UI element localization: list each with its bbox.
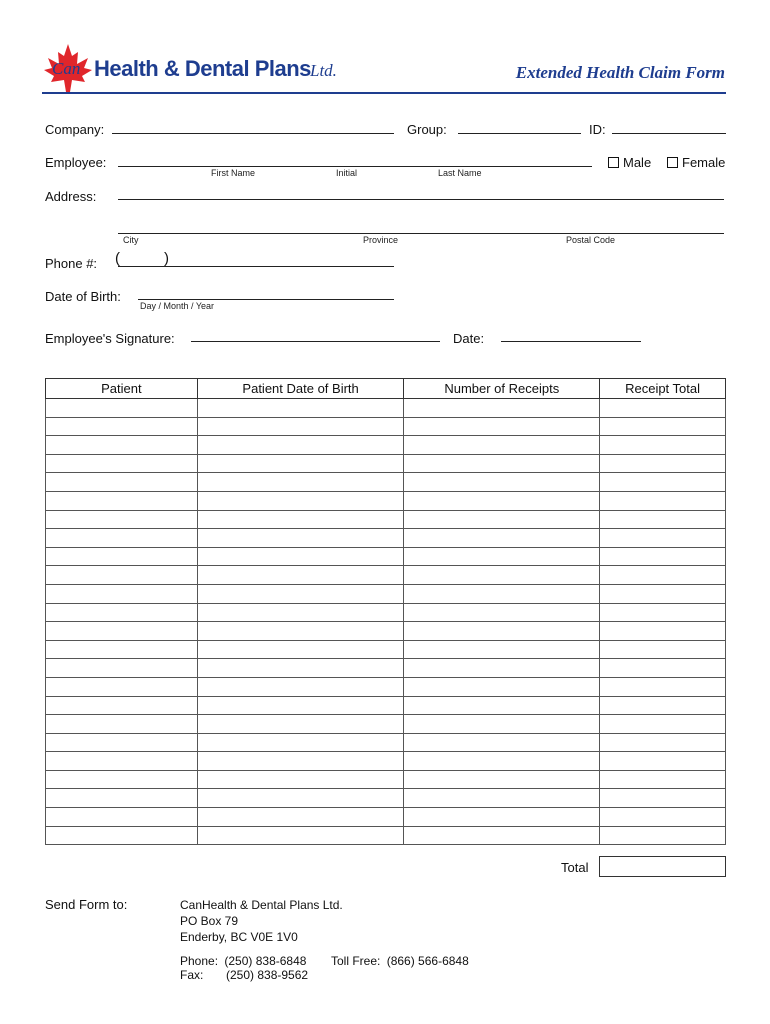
- table-cell[interactable]: [46, 510, 198, 529]
- table-row: [46, 696, 726, 715]
- dob-format-caption: Day / Month / Year: [140, 301, 215, 311]
- mailing-company: CanHealth & Dental Plans Ltd.: [180, 898, 343, 912]
- table-row: [46, 547, 726, 566]
- table-row: [46, 399, 726, 418]
- employee-name-field[interactable]: [118, 166, 592, 167]
- table-cell[interactable]: [600, 473, 726, 492]
- table-cell[interactable]: [404, 603, 600, 622]
- table-cell[interactable]: [600, 491, 726, 510]
- table-cell[interactable]: [46, 752, 198, 771]
- table-cell[interactable]: [600, 826, 726, 845]
- table-row: [46, 826, 726, 845]
- table-cell[interactable]: [600, 603, 726, 622]
- table-cell[interactable]: [600, 399, 726, 418]
- table-cell[interactable]: [197, 826, 404, 845]
- table-cell[interactable]: [197, 752, 404, 771]
- table-cell[interactable]: [197, 733, 404, 752]
- table-row: [46, 752, 726, 771]
- table-cell[interactable]: [600, 584, 726, 603]
- table-cell[interactable]: [197, 696, 404, 715]
- form-title: Extended Health Claim Form: [515, 63, 725, 82]
- column-header: Patient: [46, 379, 198, 399]
- initial-caption: Initial: [336, 168, 358, 178]
- table-cell[interactable]: [600, 752, 726, 771]
- table-row: [46, 677, 726, 696]
- female-label: Female: [682, 155, 726, 170]
- table-cell[interactable]: [404, 473, 600, 492]
- company-field[interactable]: [112, 133, 394, 134]
- table-cell[interactable]: [600, 715, 726, 734]
- table-cell[interactable]: [404, 547, 600, 566]
- table-row: [46, 640, 726, 659]
- table-cell[interactable]: [600, 547, 726, 566]
- table-row: [46, 808, 726, 827]
- table-cell[interactable]: [197, 789, 404, 808]
- logo-name-text: Health & Dental Plans: [94, 56, 311, 81]
- table-cell[interactable]: [197, 566, 404, 585]
- male-option[interactable]: [608, 155, 651, 170]
- table-cell[interactable]: [600, 529, 726, 548]
- table-cell[interactable]: [46, 529, 198, 548]
- male-checkbox[interactable]: [608, 157, 619, 168]
- table-cell[interactable]: [600, 733, 726, 752]
- postal-code-caption: Postal Code: [566, 235, 616, 245]
- table-row: [46, 491, 726, 510]
- table-cell[interactable]: [404, 696, 600, 715]
- date-label: Date:: [453, 331, 485, 346]
- table-cell[interactable]: [600, 510, 726, 529]
- table-cell[interactable]: [600, 640, 726, 659]
- total-label: Total: [561, 860, 589, 875]
- tollfree-value: (866) 566-6848: [386, 954, 469, 968]
- table-cell[interactable]: [46, 770, 198, 789]
- table-row: [46, 715, 726, 734]
- table-cell[interactable]: [46, 417, 198, 436]
- column-header: Patient Date of Birth: [197, 379, 404, 399]
- first-name-caption: First Name: [211, 168, 256, 178]
- table-row: [46, 789, 726, 808]
- phone-label: Phone #:: [45, 256, 98, 271]
- phone-contact-label: Phone:: [180, 954, 219, 968]
- table-cell[interactable]: [404, 677, 600, 696]
- send-to-label: Send Form to:: [45, 897, 128, 912]
- fax-value: (250) 838-9562: [226, 968, 309, 982]
- table-cell[interactable]: [197, 808, 404, 827]
- table-cell[interactable]: [404, 640, 600, 659]
- table-cell[interactable]: [404, 622, 600, 641]
- logo-ltd-text: Ltd.: [310, 61, 337, 80]
- table-cell[interactable]: [46, 473, 198, 492]
- table-cell[interactable]: [46, 696, 198, 715]
- last-name-caption: Last Name: [438, 168, 482, 178]
- table-cell[interactable]: [404, 715, 600, 734]
- claims-table: [45, 378, 726, 845]
- table-cell[interactable]: [197, 677, 404, 696]
- table-cell[interactable]: [600, 436, 726, 455]
- table-cell[interactable]: [600, 770, 726, 789]
- header-divider: [42, 92, 726, 94]
- table-cell[interactable]: [404, 417, 600, 436]
- table-cell[interactable]: [197, 715, 404, 734]
- table-row: [46, 622, 726, 641]
- table-cell[interactable]: [46, 491, 198, 510]
- table-cell[interactable]: [600, 677, 726, 696]
- phone-area-open: (: [115, 250, 120, 267]
- table-cell[interactable]: [404, 826, 600, 845]
- table-cell[interactable]: [197, 622, 404, 641]
- mailing-address: [180, 897, 343, 945]
- phone-area-close: ): [164, 250, 169, 267]
- male-label: Male: [623, 155, 652, 170]
- table-row: [46, 436, 726, 455]
- table-row: [46, 529, 726, 548]
- group-label: Group:: [407, 122, 447, 137]
- table-cell[interactable]: [197, 529, 404, 548]
- table-cell[interactable]: [404, 454, 600, 473]
- table-cell[interactable]: [46, 454, 198, 473]
- table-cell[interactable]: [404, 808, 600, 827]
- city-caption: City: [123, 235, 139, 245]
- table-cell[interactable]: [197, 770, 404, 789]
- address-label: Address:: [45, 189, 97, 204]
- address-line-1[interactable]: [118, 199, 724, 200]
- mailing-po-box: PO Box 79: [180, 914, 239, 928]
- signature-field[interactable]: [191, 341, 440, 342]
- table-row: [46, 566, 726, 585]
- table-cell[interactable]: [46, 436, 198, 455]
- table-cell[interactable]: [404, 770, 600, 789]
- table-row: [46, 770, 726, 789]
- claims-table-body: [46, 399, 726, 845]
- group-field[interactable]: [458, 133, 581, 134]
- table-cell[interactable]: [197, 436, 404, 455]
- company-label: Company:: [45, 122, 105, 137]
- table-cell[interactable]: [46, 808, 198, 827]
- tollfree-label: Toll Free:: [331, 954, 381, 968]
- table-cell[interactable]: [46, 566, 198, 585]
- table-cell[interactable]: [46, 826, 198, 845]
- table-cell[interactable]: [197, 417, 404, 436]
- table-cell[interactable]: [197, 640, 404, 659]
- table-cell[interactable]: [46, 659, 198, 678]
- table-cell[interactable]: [404, 436, 600, 455]
- company-logo: [42, 42, 342, 94]
- table-cell[interactable]: [600, 696, 726, 715]
- table-row: [46, 603, 726, 622]
- table-cell[interactable]: [404, 399, 600, 418]
- table-cell[interactable]: [197, 454, 404, 473]
- table-cell[interactable]: [46, 399, 198, 418]
- table-cell[interactable]: [197, 659, 404, 678]
- table-cell[interactable]: [600, 659, 726, 678]
- female-option[interactable]: [667, 155, 725, 170]
- table-row: [46, 733, 726, 752]
- phone-field[interactable]: [118, 266, 394, 267]
- table-row: [46, 417, 726, 436]
- total-field[interactable]: [599, 856, 726, 877]
- table-row: [46, 584, 726, 603]
- table-cell[interactable]: [197, 603, 404, 622]
- table-header-row: [46, 379, 726, 399]
- phone-contact-value: (250) 838-6848: [224, 954, 307, 968]
- table-cell[interactable]: [197, 399, 404, 418]
- table-cell[interactable]: [46, 603, 198, 622]
- table-cell[interactable]: [46, 622, 198, 641]
- table-cell[interactable]: [404, 529, 600, 548]
- table-cell[interactable]: [46, 789, 198, 808]
- mailing-city: Enderby, BC V0E 1V0: [180, 930, 298, 944]
- table-cell[interactable]: [46, 547, 198, 566]
- table-cell[interactable]: [404, 752, 600, 771]
- table-row: [46, 659, 726, 678]
- id-label: ID:: [589, 122, 606, 137]
- table-cell[interactable]: [404, 584, 600, 603]
- table-cell[interactable]: [600, 417, 726, 436]
- table-row: [46, 510, 726, 529]
- table-cell[interactable]: [46, 733, 198, 752]
- table-cell[interactable]: [404, 733, 600, 752]
- table-cell[interactable]: [600, 454, 726, 473]
- table-row: [46, 473, 726, 492]
- table-cell[interactable]: [46, 677, 198, 696]
- table-cell[interactable]: [600, 789, 726, 808]
- column-header: Receipt Total: [600, 379, 726, 399]
- dob-label: Date of Birth:: [45, 289, 121, 304]
- address-line-2[interactable]: [118, 233, 724, 234]
- table-cell[interactable]: [600, 622, 726, 641]
- signature-label: Employee's Signature:: [45, 331, 175, 346]
- table-cell[interactable]: [197, 584, 404, 603]
- female-checkbox[interactable]: [667, 157, 678, 168]
- table-cell[interactable]: [404, 789, 600, 808]
- fax-label: Fax:: [180, 968, 204, 982]
- table-cell[interactable]: [197, 491, 404, 510]
- id-field[interactable]: [612, 133, 726, 134]
- table-cell[interactable]: [197, 510, 404, 529]
- dob-field[interactable]: [138, 299, 394, 300]
- table-cell[interactable]: [600, 566, 726, 585]
- table-cell[interactable]: [46, 584, 198, 603]
- date-field[interactable]: [501, 341, 641, 342]
- province-caption: Province: [363, 235, 399, 245]
- logo-can-text: Can: [52, 59, 81, 78]
- contact-fax: [180, 967, 308, 983]
- table-cell[interactable]: [46, 715, 198, 734]
- table-cell[interactable]: [46, 640, 198, 659]
- column-header: Number of Receipts: [404, 379, 600, 399]
- table-cell[interactable]: [404, 510, 600, 529]
- employee-label: Employee:: [45, 155, 107, 170]
- table-cell[interactable]: [404, 659, 600, 678]
- table-cell[interactable]: [197, 473, 404, 492]
- table-cell[interactable]: [600, 808, 726, 827]
- table-row: [46, 454, 726, 473]
- table-cell[interactable]: [404, 566, 600, 585]
- contact-tollfree: [331, 953, 469, 969]
- table-cell[interactable]: [404, 491, 600, 510]
- table-cell[interactable]: [197, 547, 404, 566]
